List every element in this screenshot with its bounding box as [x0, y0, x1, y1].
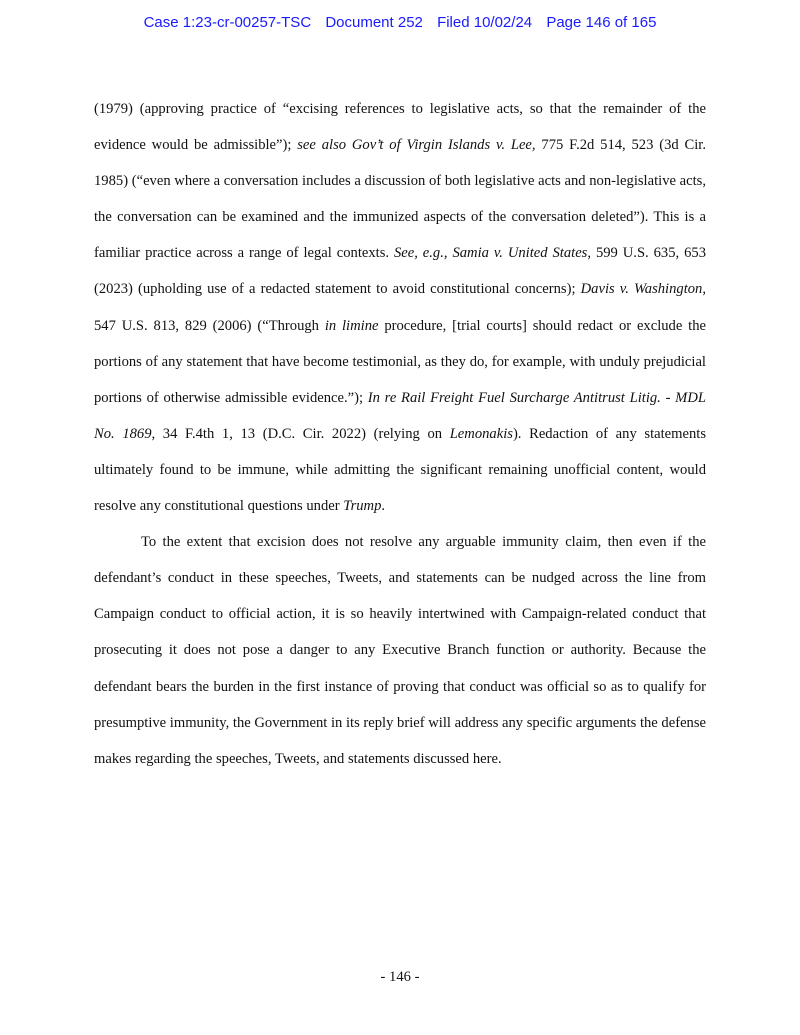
page-number: - 146 - — [380, 969, 420, 985]
text-run: . — [381, 498, 386, 515]
citation-italic-run: Trump — [343, 498, 382, 515]
citation-italic-run: Lemonakis — [449, 425, 513, 442]
citation-italic-run: Davis v. Washington — [580, 281, 703, 298]
text-run: procedure, [trial courts] should redact or exclude the portions of any statement that have become testimonial, as they do, for example, with unduly prejudicial portions of otherwise admissible evidence.”); — [94, 317, 706, 406]
citation-italic-run: Samia v. United States — [452, 245, 588, 262]
document-number: Document 252 — [325, 14, 423, 31]
text-run: , — [443, 245, 453, 262]
text-run: , 34 F.4th 1, 13 (D.C. Cir. 2022) (relying on — [151, 425, 450, 442]
paragraph-excision: To the extent that excision does not resolve any arguable immunity claim, then even if the defendant’s conduct in these speeches, Tweets, and statements can be nudged across the line from Campaign conduct to official action, it is so heavily intertwined with Campaign-related conduct that prosecuting it does not pose a danger to any Executive Branch function or authority. Because the defendant bears the burden in the first instance of proving that conduct was official so as to qualify for presumptive immunity, the Government in its reply brief will address any specific arguments the defense makes regarding the speeches, Tweets, and statements discussed here. — [94, 534, 706, 767]
document-body — [94, 91, 706, 777]
citation-italic-run: see also Gov’t of Virgin Islands v. Lee, — [297, 137, 536, 154]
citation-italic-run: in limine — [324, 317, 379, 334]
citation-italic-run: In re Rail Freight Fuel Surcharge Antitrust Litig. - MDL No. 1869 — [94, 389, 706, 442]
text-run: , 599 U.S. 635, 653 (2023) (upholding use of a redacted statement to avoid constitutional concerns); — [94, 245, 706, 298]
text-run: 775 F.2d 514, 523 (3d Cir. 1985) (“even where a conversation includes a discussion of both legislative acts and non-legislative acts, the conversation can be examined and the immunized aspects of the conversation deleted”). This is a familiar practice across a range of legal contexts. — [94, 137, 706, 262]
page-of-total: Page 146 of 165 — [546, 14, 657, 31]
text-run: (1979) (approving practice of “excising references to legislative acts, so that the remainder of the evidence would be admissible”); — [94, 101, 706, 154]
paragraph-continuation — [94, 91, 706, 524]
case-number: Case 1:23-cr-00257-TSC — [143, 14, 312, 31]
filing-header — [0, 14, 800, 31]
text-run: , 547 U.S. 813, 829 (2006) (“Through — [94, 281, 706, 334]
filed-date: Filed 10/02/24 — [437, 14, 533, 31]
citation-italic-run: See, e.g. — [393, 245, 444, 262]
text-run: ). Redaction of any statements ultimately found to be immune, while admitting the significant remaining unofficial content, would resolve any constitutional questions under — [94, 425, 706, 515]
